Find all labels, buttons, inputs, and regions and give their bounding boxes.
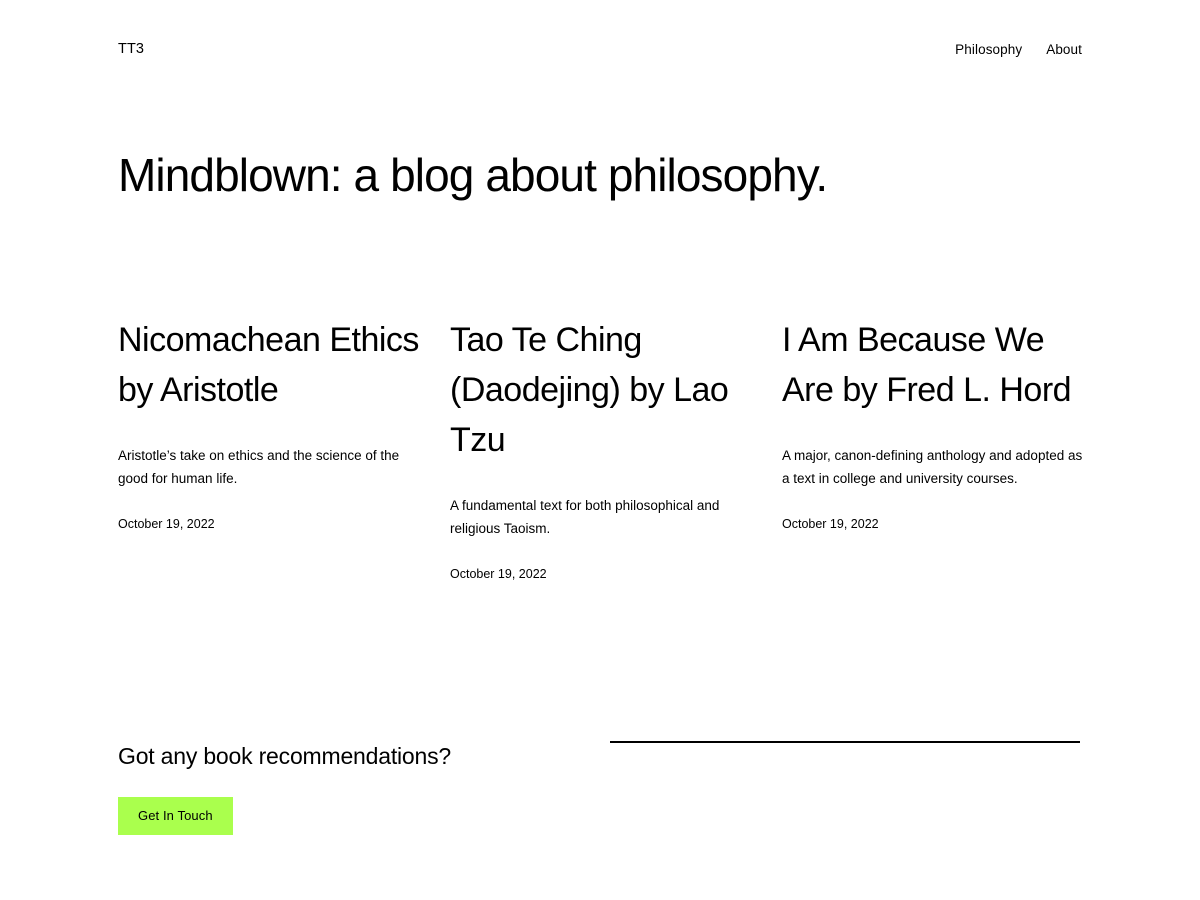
site-title[interactable]: TT3: [118, 41, 145, 57]
post-title[interactable]: Nicomachean Ethics by Aristotle: [118, 321, 419, 409]
nav-link-philosophy[interactable]: Philosophy: [955, 41, 1023, 57]
post-title[interactable]: I Am Because We Are by Fred L. Hord: [782, 321, 1072, 409]
post-date: October 19, 2022: [450, 567, 547, 582]
post-date: October 19, 2022: [118, 517, 215, 532]
cta-section: [118, 742, 588, 835]
cta-heading: Got any book recommendations?: [118, 743, 452, 769]
nav-link-about[interactable]: About: [1046, 41, 1082, 57]
post-card: [450, 316, 760, 584]
page-title: Mindblown: a blog about philosophy.: [118, 149, 828, 201]
site-header: [118, 36, 1082, 62]
hero-section: [118, 150, 1078, 202]
post-grid: [118, 316, 1082, 584]
post-excerpt: Aristotle’s take on ethics and the science of the good for human life.: [118, 447, 400, 487]
post-card: [782, 316, 1092, 584]
cta-divider: [610, 741, 1080, 743]
post-excerpt: A major, canon-defining anthology and adopted as a text in college and university courses.: [782, 447, 1083, 487]
post-title[interactable]: Tao Te Ching (Daodejing) by Lao Tzu: [450, 321, 729, 459]
primary-navigation: [955, 42, 1082, 57]
get-in-touch-button[interactable]: Get In Touch: [118, 797, 233, 835]
post-card: [118, 316, 428, 584]
post-excerpt: A fundamental text for both philosophical and religious Taoism.: [450, 497, 720, 537]
post-date: October 19, 2022: [782, 517, 879, 532]
